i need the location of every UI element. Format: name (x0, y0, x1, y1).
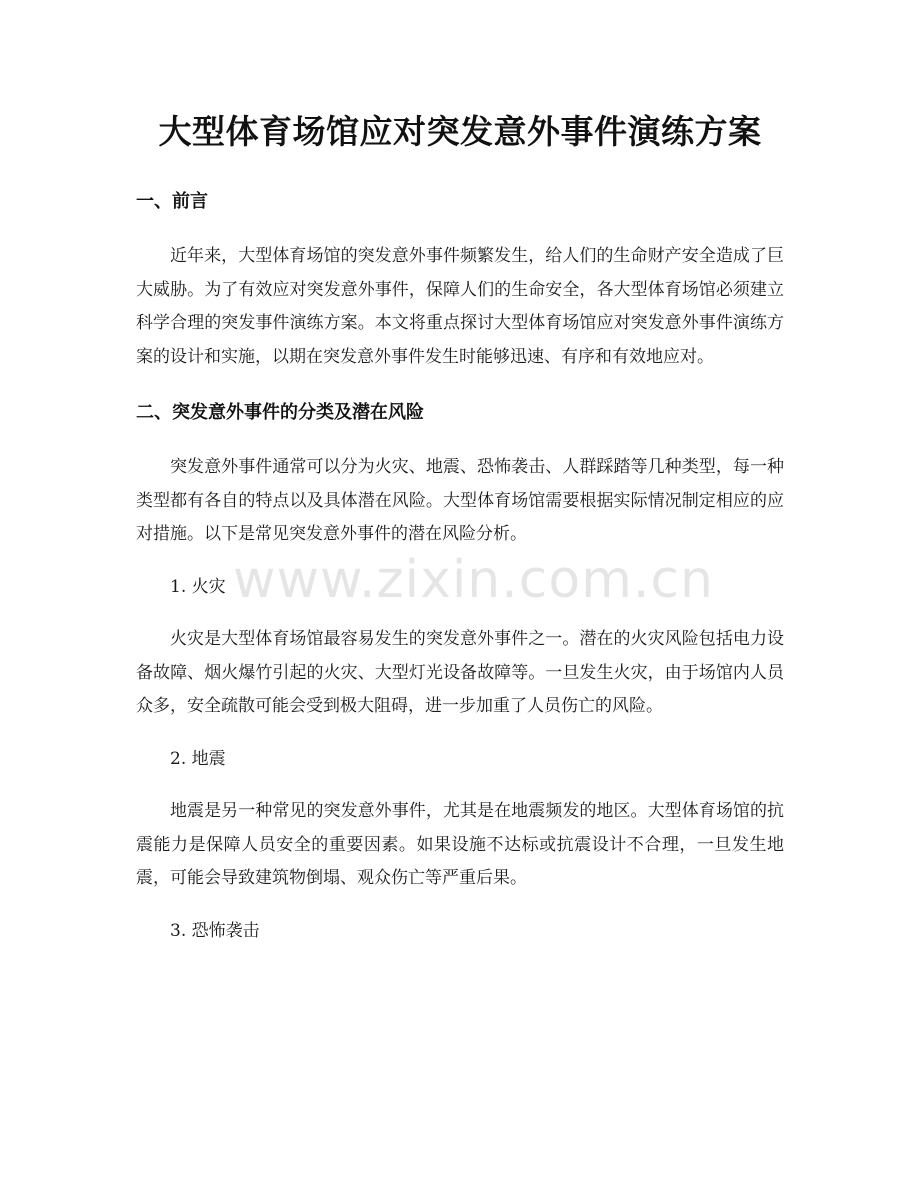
list-item-earthquake-label: 2. 地震 (170, 748, 226, 769)
document-body (136, 183, 784, 948)
list-item-earthquake-text: 地震是另一种常见的突发意外事件，尤其是在地震频发的地区。大型体育场馆的抗震能力是保障人员安全的重要因素。如果设施不达标或抗震设计不合理，一旦发生地震，可能会导致建筑物倒塌、观众伤亡等严重后果。 (136, 801, 784, 888)
list-item-fire-label: 1. 火灾 (170, 576, 226, 597)
document-title: 大型体育场馆应对突发意外事件演练方案 (158, 112, 762, 151)
watermark: www.zixin.com.cn (233, 550, 714, 610)
preface-paragraph: 近年来，大型体育场馆的突发意外事件频繁发生，给人们的生命财产安全造成了巨大威胁。为了有效应对突发意外事件，保障人们的生命安全，各大型体育场馆必须建立科学合理的突发事件演练方案。本文将重点探讨大型体育场馆应对突发意外事件演练方案的设计和实施，以期在突发意外事件发生时能够迅速、有序和有效地应对。 (136, 246, 784, 367)
section-heading-preface: 一、前言 (136, 191, 208, 212)
list-item-fire-text: 火灾是大型体育场馆最容易发生的突发意外事件之一。潜在的火灾风险包括电力设备故障、烟火爆竹引起的火灾、大型灯光设备故障等。一旦发生火灾，由于场馆内人员众多，安全疏散可能会受到极大阻碍，进一步加重了人员伤亡的风险。 (136, 629, 784, 716)
section-heading-classification: 二、突发意外事件的分类及潜在风险 (136, 402, 424, 423)
classification-intro-paragraph: 突发意外事件通常可以分为火灾、地震、恐怖袭击、人群踩踏等几种类型，每一种类型都有各自的特点以及具体潜在风险。大型体育场馆需要根据实际情况制定相应的应对措施。以下是常见突发意外事件的潜在风险分析。 (136, 457, 784, 544)
list-item-terror-label: 3. 恐怖袭击 (170, 920, 260, 941)
